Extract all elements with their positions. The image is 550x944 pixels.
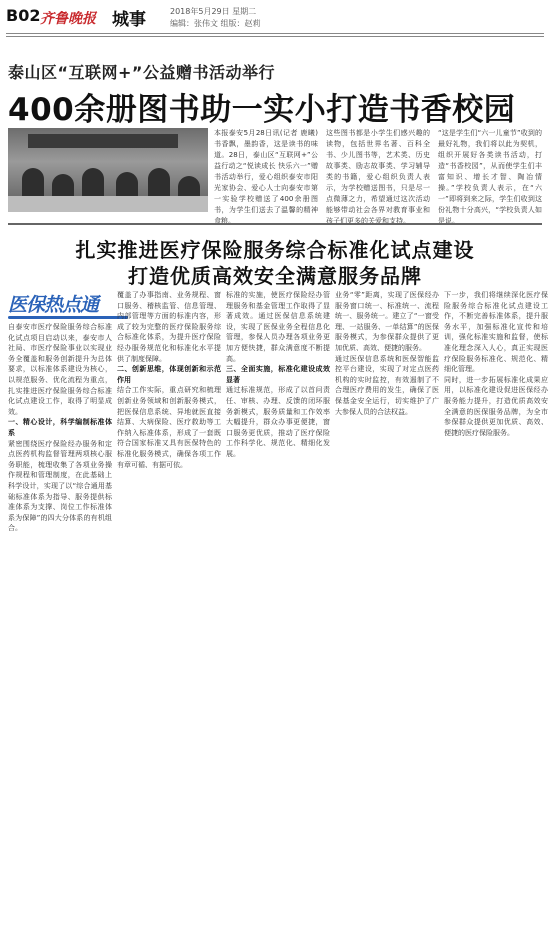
story1-kicker: 泰山区“互联网+”公益赠书活动举行 [8, 63, 275, 82]
page-number: B02 [6, 6, 41, 25]
subheading: 二、创新思维，体现创新和示范作用 [117, 365, 221, 384]
story2-title-line-1: 扎实推进医疗保险服务综合标准化试点建设 [75, 238, 475, 262]
story2-column-2 [117, 290, 221, 470]
header-rule-2 [6, 36, 544, 37]
story1-headline: 400余册图书助一实小打造书香校园 [8, 92, 516, 128]
subheading: 一、精心设计，科学编制标准体系 [8, 418, 112, 437]
story2-title-line-2: 打造优质高效安全满意服务品牌 [128, 264, 422, 288]
section-divider [8, 223, 542, 225]
newspaper-logo: 齐鲁晚报 [40, 11, 96, 27]
story2-column-3 [226, 290, 330, 460]
paragraph: 业务“零”距离，实现了医保经办服务窗口统一、标准统一、流程统一、服务统一。建立了“一窗受理、一站服务、一单结算”的医保服务模式，为参保群众提供了更加优质、高效、便捷的服务。 [335, 291, 439, 352]
badge-swoosh [8, 316, 128, 319]
paragraph: 下一步，我们将继续深化医疗保险服务综合标准化试点建设工作，不断完善标准体系，提升服务水平，加强标准化宣传和培训，强化标准实施和监督，使标准化理念深入人心，真正实现医疗保险服务标准化、规范化、精细化管理。 [444, 291, 548, 374]
badge-text: 医保热点通 [8, 294, 99, 316]
story1-column-1: 本报泰安5月28日讯(记者 鹿曦) 书香飘，墨韵香，这是读书的味道。28日，泰山区“互联网+”公益行动之“悦读成长 快乐六一”赠书活动举行，爱心组织泰安市阳光家协会、爱心人士向泰安市第一实验学校赠送了400余册图书，为学生们送去了温馨的精神食粮。 [214, 129, 318, 225]
photo-banner [28, 134, 178, 148]
photo-table [8, 196, 208, 212]
event-photo [8, 128, 208, 212]
story2-column-5 [444, 290, 548, 438]
paragraph: 紧密围绕医疗保险经办服务和定点医药机构监督管理两项核心服务职能，梳理收集了各项业务操作规程和管理制度，在此基础上科学设计，实现了以“综合通用基础标准体系为指导、服务提供标准体系为支撑、岗位工作标准体系为保障”的四大分体系的有机组合。 [8, 439, 112, 533]
story1-column-3: “这是学生们“六一儿童节”收到的最好礼物，我们将以此为契机，组织开展好各类读书活动，打造“书香校园”，从而使学生们丰富知识、增长才智、陶冶情操。”学校负责人表示，在“六一”即将到来之际，学生们收到这份礼物十分高兴，“学校负责人如是说。 [438, 129, 542, 225]
paragraph: 通过医保信息系统和医保智能监控平台建设，实现了对定点医药机构的实时监控，有效遏制了不合理医疗费用的发生，确保了医保基金安全运行，切实维护了广大参保人员的合法权益。 [335, 354, 439, 416]
paragraph: 覆盖了办事指南、业务规程、窗口服务、稽核监管、信息管理、内部管理等方面的标准内容，形成了较为完整的医疗保险服务综合标准化体系，为提升医疗保险经办服务规范化和标准化水平提供了制度保障。 [117, 291, 221, 363]
header-rule [6, 33, 544, 34]
paragraph: 结合工作实际，重点研究和梳理创新业务领域和创新服务模式，把医保信息系统、异地就医直接结算、大病保险、医疗救助等工作纳入标准体系，形成了一套既符合国家标准又具有医保特色的标准化服务模式，确保各项工作有章可循、有据可依。 [117, 386, 221, 469]
editor-line: 编辑：张伟文 组版：赵莉 [170, 19, 261, 28]
column-badge [8, 290, 132, 316]
story2-column-1 [8, 322, 112, 534]
section-name: 城事 [112, 10, 146, 30]
subheading: 三、全面实施，标准化建设成效显著 [226, 365, 330, 384]
date-line: 2018年5月29日 星期二 [170, 7, 257, 16]
paragraph: 自泰安市医疗保险服务综合标准化试点项目启动以来，泰安市人社局、市医疗保险事业以实现业务全覆盖和服务创新提升为总体要求，以标准体系建设为核心，以规范服务、优化流程为重点，扎实推进医疗保险服务综合标准化试点建设工作，取得了明显成效。 [8, 323, 112, 416]
paragraph: 标准的实施，使医疗保险经办管理服务和基金管理工作取得了显著成效。通过医保信息系统建设，实现了医保业务全程信息化管理，参保人员办理各项业务更加方便快捷，群众满意度不断提高。 [226, 291, 330, 363]
story2-column-4 [335, 290, 439, 417]
paragraph: 同时，进一步拓展标准化成果应用，以标准化建设促进医保经办服务能力提升，打造优质高效安全满意的医保服务品牌，为全市参保群众提供更加优质、高效、便捷的医疗保险服务。 [444, 375, 548, 437]
paragraph: 通过标准规范，形成了以首问责任、审核、办理、反馈的闭环服务新模式，服务质量和工作效率大幅提升，群众办事更便捷，窗口服务更优质，推动了医疗保险工作科学化、规范化、精细化发展。 [226, 386, 330, 458]
story1-column-2: 这些图书都是小学生们感兴趣的读物，包括世界名著、百科全书、少儿图书等，艺术类、历史故事类、励志故事类、学习辅导类的书籍，爱心组织负责人表示，为学校赠送图书，只是尽一点微薄之力，希望通过这次活动能够带动社会各界对教育事业和孩子们更多的关爱和支持。 [326, 129, 430, 225]
page-header [0, 0, 550, 34]
